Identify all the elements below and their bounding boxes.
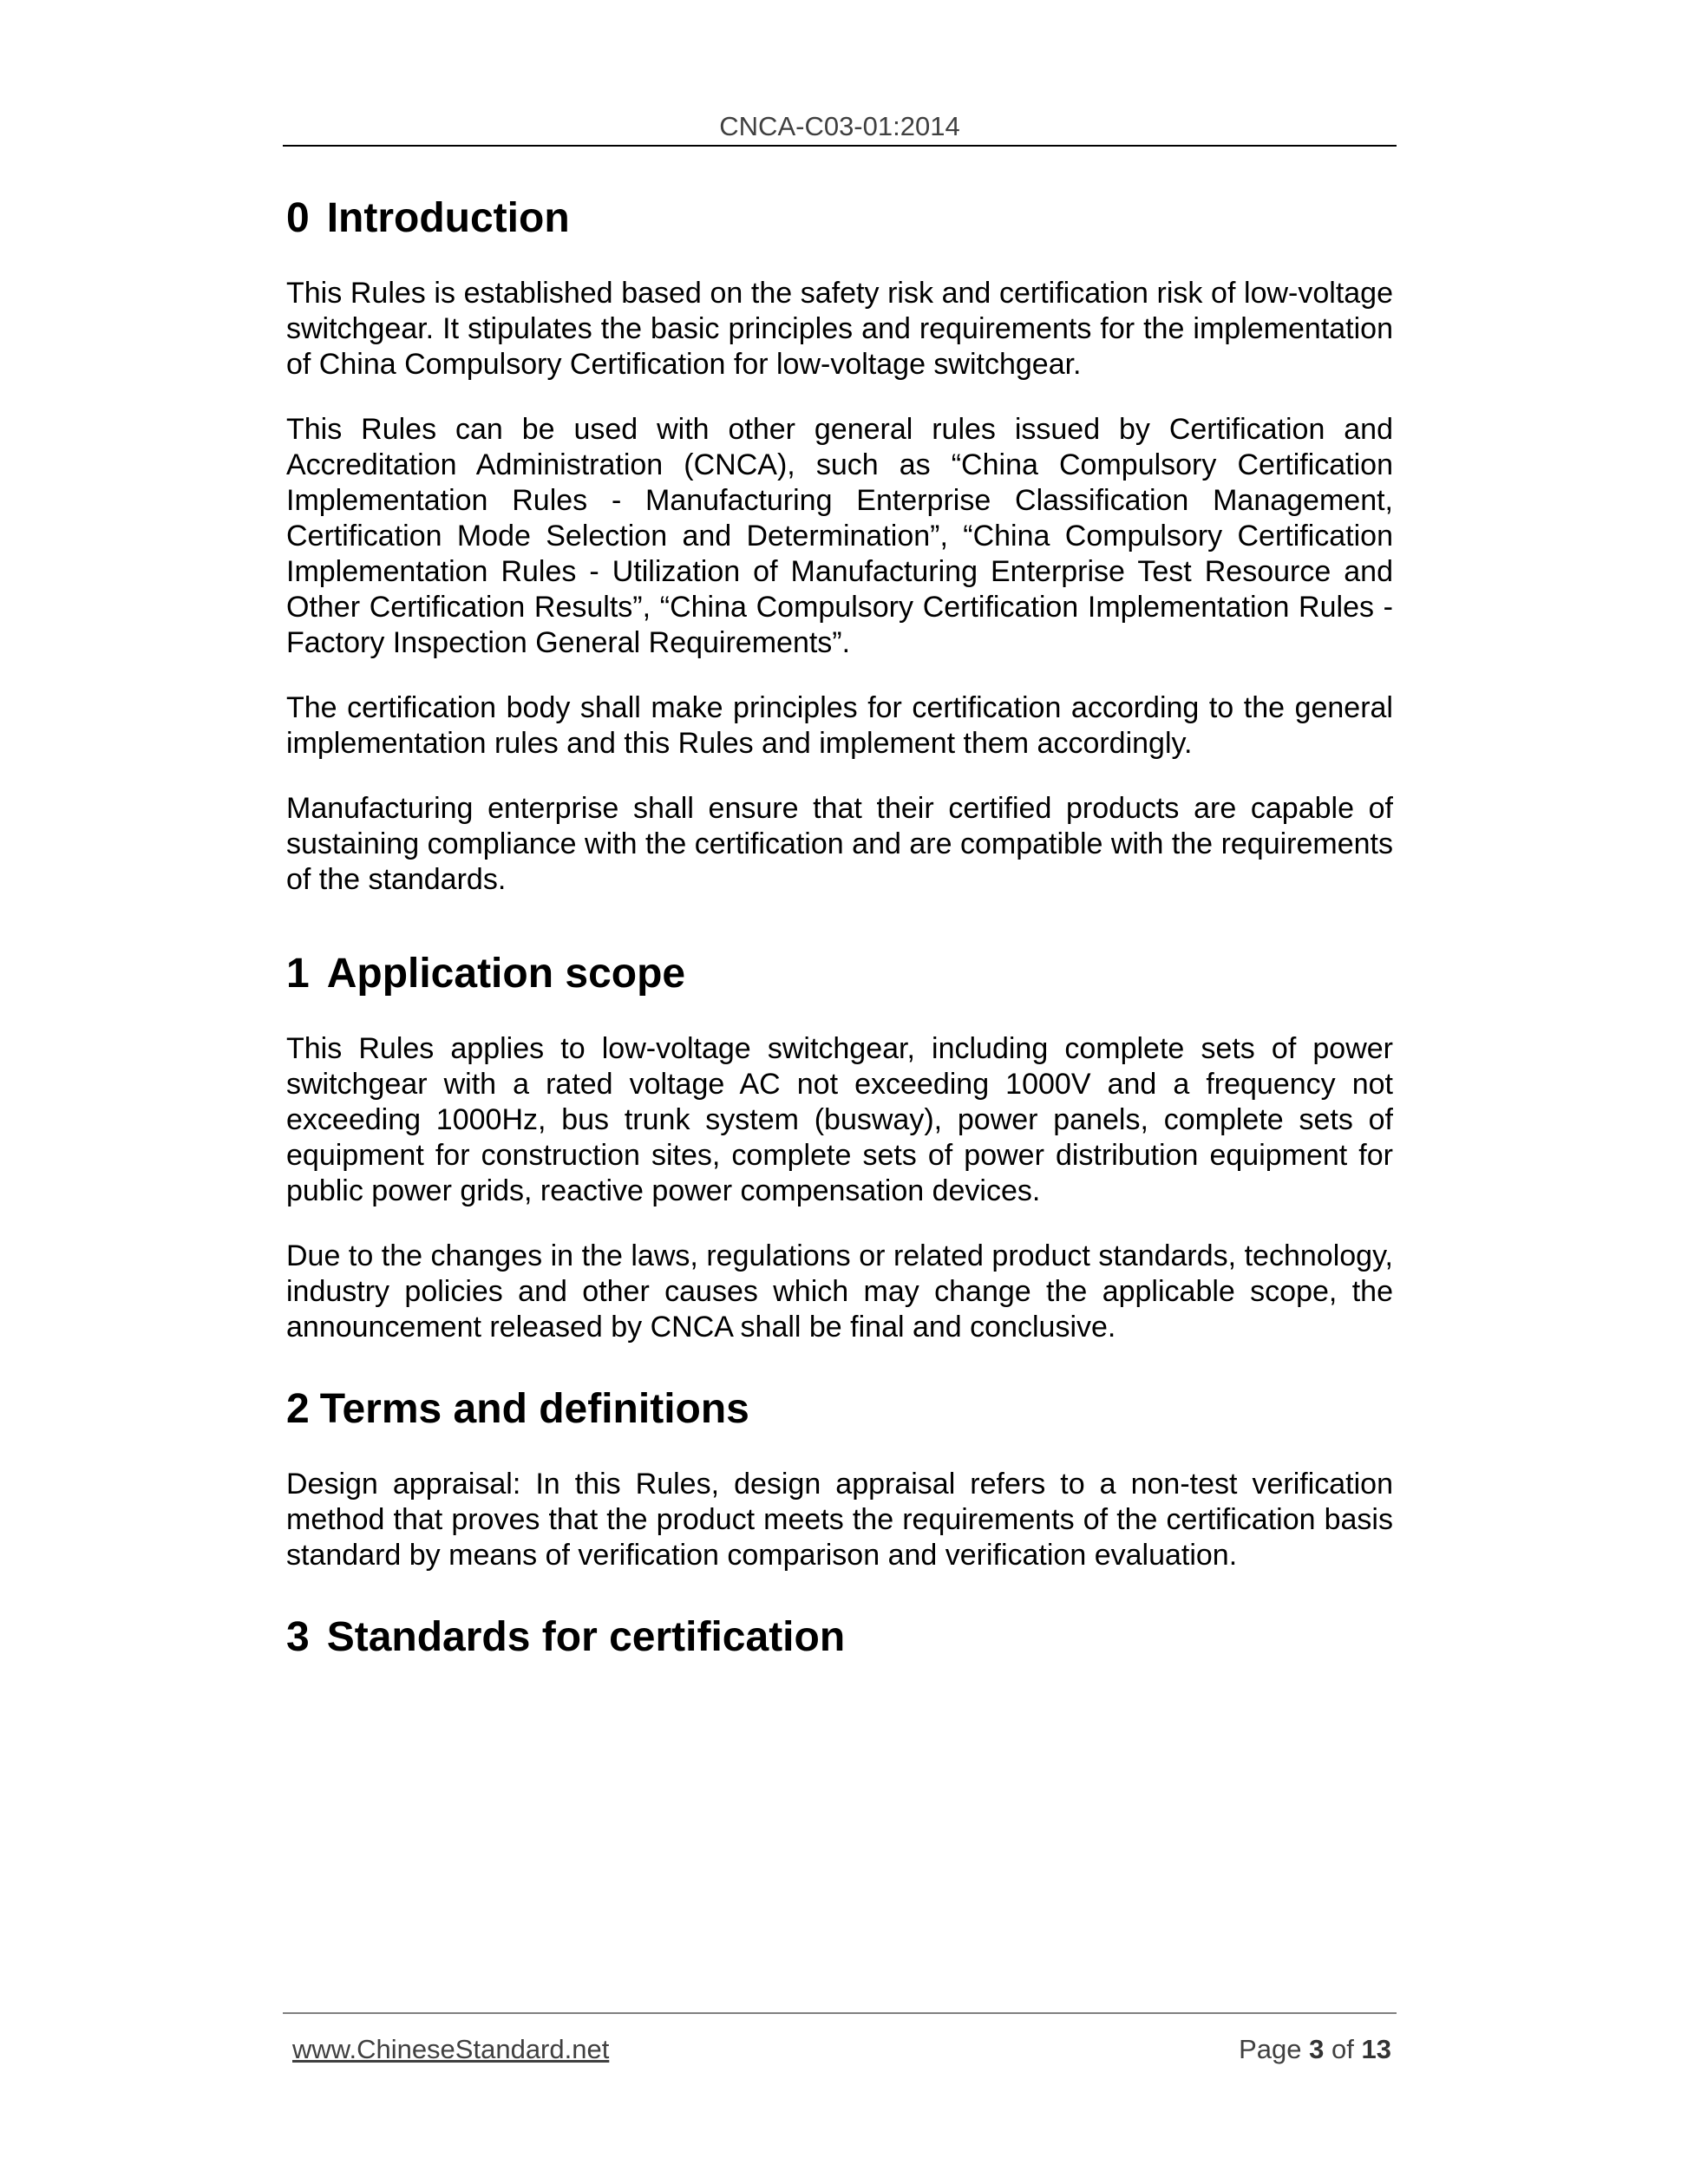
- page-content: [286, 184, 1393, 1672]
- header-divider: [283, 145, 1397, 147]
- section-heading-terms-and-definitions: [286, 1375, 1393, 1444]
- section-heading-introduction: [286, 184, 1393, 253]
- paragraph: This Rules can be used with other general rules issued by Certification and Accreditation Administration (CNCA), such as “China Compulsory Certification Implementation Rules - Manufacturing Enterprise Classification Management, Certification Mode Selection and Determination”, “China Compulsory Certification Implementation Rules - Utilization of Manufacturing Enterprise Test Resource and Other Certification Results”, “China Compulsory Certification Implementation Rules - Factory Inspection General Requirements”.: [286, 413, 1393, 659]
- page-current: 3: [1309, 2034, 1325, 2064]
- footer-divider: [283, 2012, 1397, 2014]
- section-number: 0: [286, 195, 310, 241]
- section-number: 3: [286, 1614, 310, 1660]
- section-number: 1: [286, 951, 310, 997]
- paragraph: Design appraisal: In this Rules, design appraisal refers to a non-test verification method that proves that the product meets the requirements of the certification basis standard by means of verification comparison and verification evaluation.: [286, 1468, 1393, 1572]
- section-number: 2: [286, 1386, 310, 1432]
- website-link[interactable]: www.ChineseStandard.net: [292, 2034, 610, 2064]
- section-title: Introduction: [326, 195, 570, 241]
- section-heading-application-scope: [286, 939, 1393, 1009]
- paragraph: The certification body shall make principles for certification according to the general implementation rules and this Rules and implement them accordingly.: [286, 691, 1393, 760]
- page-total: 13: [1361, 2034, 1391, 2064]
- paragraph: This Rules applies to low-voltage switchgear, including complete sets of power switchgear with a rated voltage AC not exceeding 1000V and a frequency not exceeding 1000Hz, bus trunk system (busway), power panels, complete sets of equipment for construction sites, complete sets of power distribution equipment for public power grids, reactive power compensation devices.: [286, 1032, 1393, 1207]
- paragraph: This Rules is established based on the safety risk and certification risk of low-voltage switchgear. It stipulates the basic principles and requirements for the implementation of China Compulsory Certification for low-voltage switchgear.: [286, 277, 1393, 381]
- paragraph: Manufacturing enterprise shall ensure that their certified products are capable of sustaining compliance with the certification and are compatible with the requirements of the standards.: [286, 792, 1393, 896]
- page-of: of: [1331, 2034, 1354, 2064]
- document-code-header: CNCA-C03-01:2014: [719, 111, 960, 141]
- paragraph: Due to the changes in the laws, regulations or related product standards, technology, industry policies and other causes which may change the applicable scope, the announcement released by CNCA shall be final and conclusive.: [286, 1239, 1393, 1344]
- section-title: Terms and definitions: [319, 1386, 749, 1432]
- section-heading-standards-for-certification: [286, 1603, 1393, 1672]
- page-word: Page: [1239, 2034, 1302, 2064]
- section-title: Standards for certification: [326, 1614, 846, 1660]
- page-number: [1239, 2034, 1391, 2065]
- section-title: Application scope: [326, 951, 686, 997]
